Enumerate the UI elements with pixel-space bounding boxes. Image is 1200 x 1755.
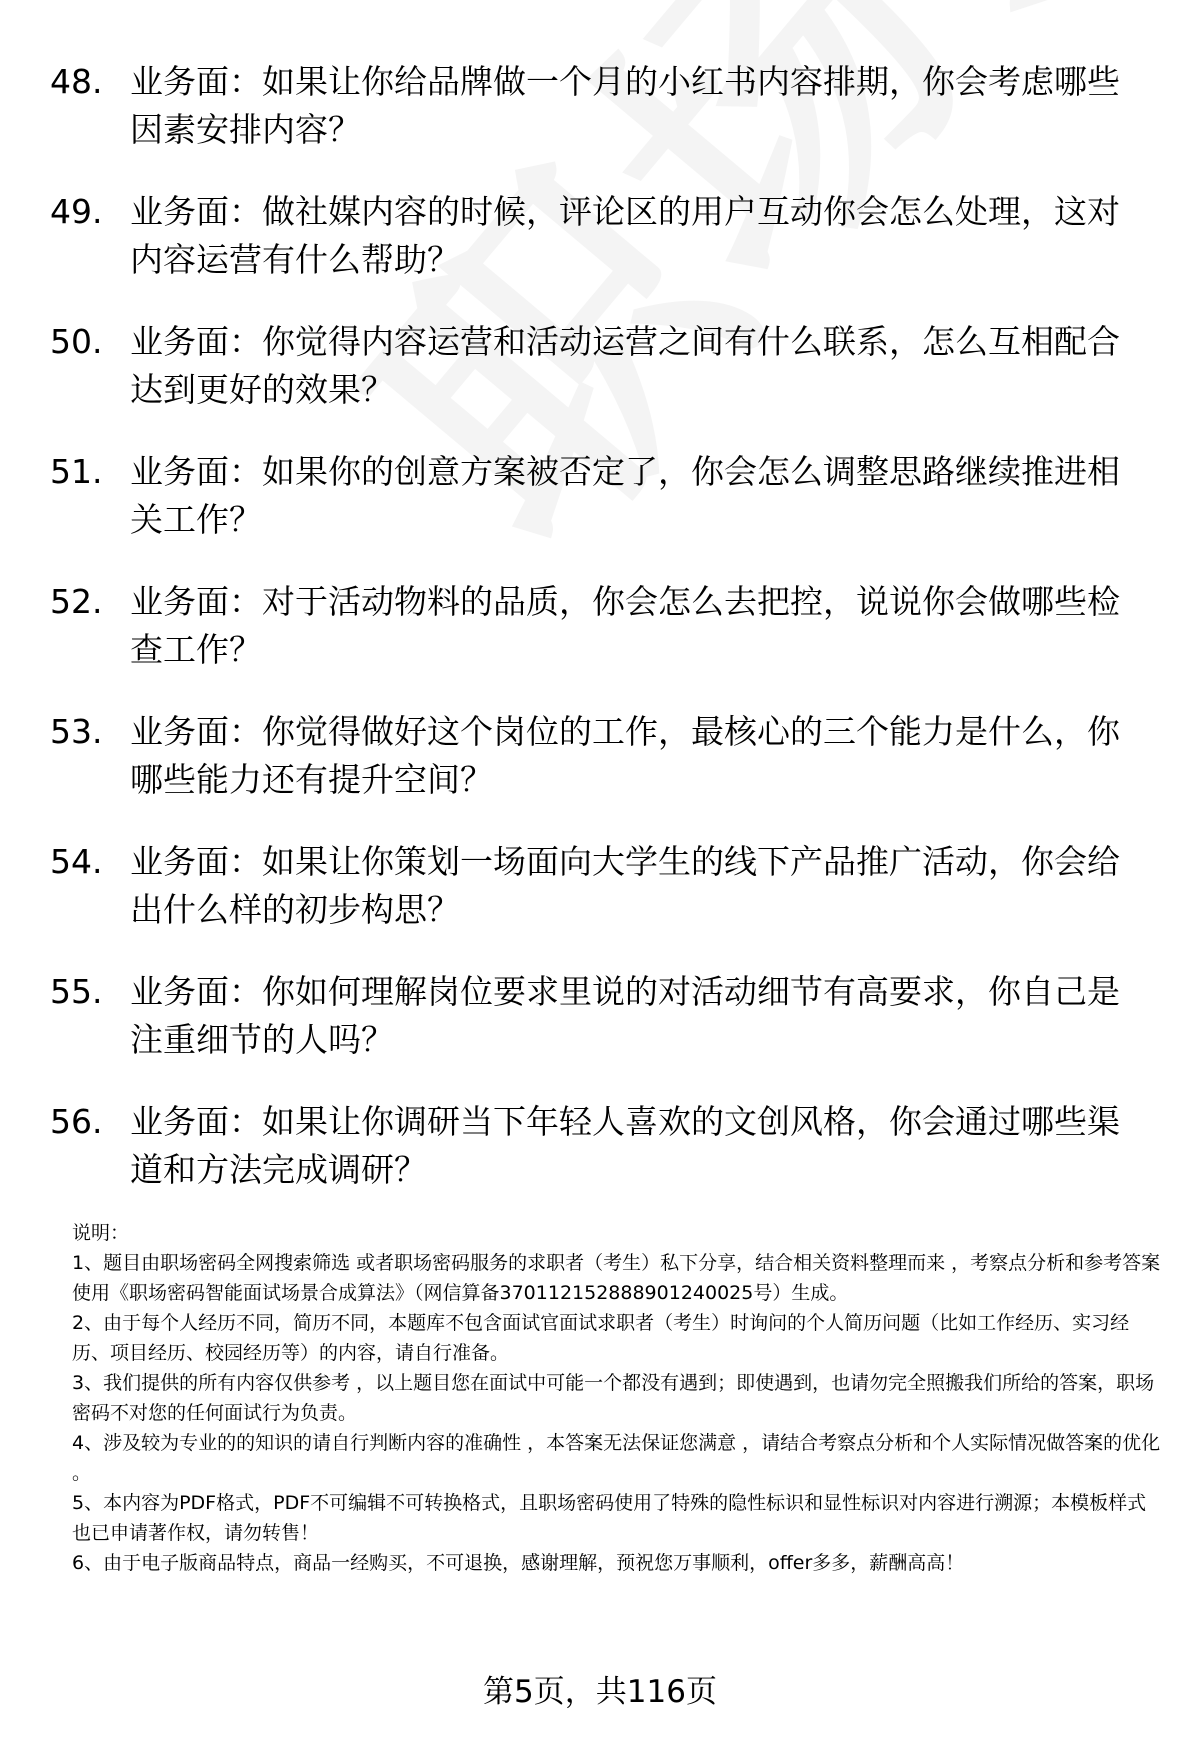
question-number: 49.: [50, 192, 103, 231]
question-text: 业务面：如果让你调研当下年轻人喜欢的文创风格，你会通过哪些渠道和方法完成调研？: [130, 1102, 1120, 1189]
notes-heading: 说明：: [72, 1222, 130, 1244]
question-item: [50, 318, 1160, 414]
question-number: 56.: [50, 1102, 103, 1141]
question-text: 业务面：你觉得内容运营和活动运营之间有什么联系，怎么互相配合达到更好的效果？: [130, 322, 1120, 409]
question-text: 业务面：做社媒内容的时候，评论区的用户互动你会怎么处理，这对内容运营有什么帮助？: [130, 192, 1120, 279]
note-item: 1、题目由职场密码全网搜索筛选 或者职场密码服务的求职者（考生）私下分享，结合相关资料整理而来 ，考察点分析和参考答案使用《职场密码智能面试场景合成算法》（网信算备370112152888901240025号）生成。: [72, 1252, 1161, 1304]
question-item: [50, 838, 1160, 934]
question-number: 50.: [50, 322, 103, 361]
note-item: 2、由于每个人经历不同，简历不同，本题库不包含面试官面试求职者（考生）时询问的个人简历问题（比如工作经历、实习经历、项目经历、校园经历等）的内容，请自行准备。: [72, 1312, 1130, 1364]
question-item: [50, 58, 1160, 154]
question-list: [50, 58, 1160, 1228]
note-item: 3、我们提供的所有内容仅供参考 ，以上题目您在面试中可能一个都没有遇到；即使遇到，也请勿完全照搬我们所给的答案，职场密码不对您的任何面试行为负责。: [72, 1372, 1155, 1424]
note-item: 6、由于电子版商品特点，商品一经购买，不可退换，感谢理解，预祝您万事顺利，offer多多，薪酬高高！: [72, 1552, 965, 1574]
page-footer: 第5页，共116页: [483, 1674, 717, 1710]
question-text: 业务面：如果你的创意方案被否定了，你会怎么调整思路继续推进相关工作？: [130, 452, 1120, 539]
question-item: [50, 448, 1160, 544]
question-number: 48.: [50, 62, 103, 101]
question-text: 业务面：如果让你策划一场面向大学生的线下产品推广活动，你会给出什么样的初步构思？: [130, 842, 1120, 929]
note-item: 4、涉及较为专业的的知识的请自行判断内容的准确性 ，本答案无法保证您满意 ，请结合考察点分析和个人实际情况做答案的优化 。: [72, 1432, 1161, 1484]
question-number: 52.: [50, 582, 103, 621]
question-text: 业务面：你如何理解岗位要求里说的对活动细节有高要求，你自己是注重细节的人吗？: [130, 972, 1120, 1059]
question-number: 54.: [50, 842, 103, 881]
question-text: 业务面：如果让你给品牌做一个月的小红书内容排期，你会考虑哪些因素安排内容？: [130, 62, 1120, 149]
notes-section: [72, 1218, 1162, 1578]
question-item: [50, 578, 1160, 674]
question-number: 55.: [50, 972, 103, 1011]
note-item: 5、本内容为PDF格式，PDF不可编辑不可转换格式，且职场密码使用了特殊的隐性标识和显性标识对内容进行溯源；本模板样式也已申请著作权，请勿转售！: [72, 1492, 1147, 1544]
question-number: 51.: [50, 452, 103, 491]
question-item: [50, 188, 1160, 284]
question-item: [50, 968, 1160, 1064]
question-text: 业务面：对于活动物料的品质，你会怎么去把控，说说你会做哪些检查工作？: [130, 582, 1120, 669]
question-text: 业务面：你觉得做好这个岗位的工作，最核心的三个能力是什么，你哪些能力还有提升空间？: [130, 712, 1120, 799]
question-item: [50, 708, 1160, 804]
question-number: 53.: [50, 712, 103, 751]
question-item: [50, 1098, 1160, 1194]
